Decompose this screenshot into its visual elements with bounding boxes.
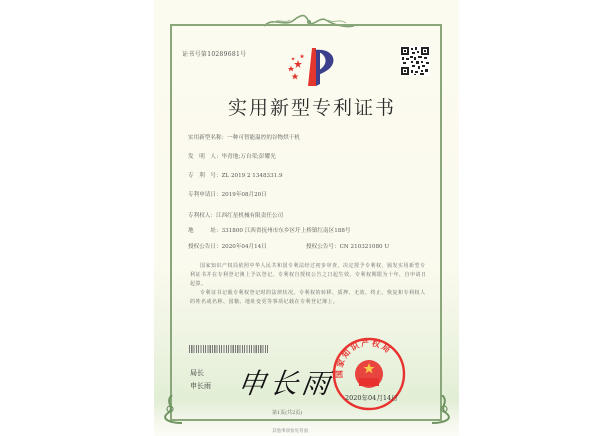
seal-date: 2020年04月14日 bbox=[345, 394, 398, 402]
field-patentee bbox=[188, 211, 283, 219]
signatory-name: 申长雨 bbox=[190, 382, 211, 390]
field-value: 毕青地;万自荣;彭耀光 bbox=[221, 154, 276, 160]
footer-note: 其他事项参见背面 bbox=[272, 429, 308, 434]
handwritten-signature: 申长雨 bbox=[235, 367, 337, 400]
qr-code-icon bbox=[400, 46, 430, 76]
field-label: 专利权人： bbox=[188, 213, 216, 219]
field-value: 2019年08月20日 bbox=[221, 192, 267, 198]
patent-office-logo-icon bbox=[282, 46, 338, 86]
certificate-number: 证书号第10289681号 bbox=[182, 51, 247, 58]
field-value: 一种可智能温控的谷物烘干机 bbox=[227, 135, 300, 141]
field-value: 江西红星机械有限责任公司 bbox=[215, 213, 284, 219]
field-patent-number bbox=[188, 171, 283, 179]
field-value: CN 210321080 U bbox=[339, 244, 390, 250]
field-label: 实用新型名称： bbox=[188, 135, 228, 141]
field-grant-date bbox=[188, 242, 267, 250]
notice-paragraph-2: 专利证书记载专利权登记时的法律状况。专利权的转移、质押、无效、终止、恢复和专利权人的姓名或名称、国籍、地址变更等事项记载在专利登记簿上。 bbox=[190, 290, 426, 305]
field-value: 331800 江西省抚州市东乡区圩上桥镇红南区188号 bbox=[221, 228, 351, 234]
field-label: 专利申请日： bbox=[188, 192, 222, 198]
field-value: 2020年04月14日 bbox=[221, 244, 267, 250]
field-value: ZL 2019 2 1348331.9 bbox=[221, 173, 283, 179]
field-label: 授权公告日： bbox=[188, 244, 222, 250]
field-address bbox=[188, 226, 350, 234]
field-label: 授权公告号： bbox=[306, 244, 340, 250]
notice-paragraph-1: 国家知识产权局依照中华人民共和国专利法经过初步审查，决定授予专利权，颁发实用新型专利证书并在专利登记簿上予以登记。专利权自授权公告之日起生效。专利权期限为十年，自申请日起算。 bbox=[190, 263, 427, 287]
corner-ornament-left-icon bbox=[162, 395, 184, 425]
corner-ornament-right-icon bbox=[430, 395, 452, 425]
page-indicator: 第1页(共2页) bbox=[272, 410, 303, 416]
svg-text:国家知识产权局: 国家知识产权局 bbox=[334, 338, 394, 379]
field-label: 专 利 号： bbox=[188, 173, 222, 179]
field-label: 地 址： bbox=[188, 228, 222, 234]
field-label: 发 明 人： bbox=[188, 154, 222, 160]
field-grant-number bbox=[306, 242, 389, 250]
signatory-role: 局长 bbox=[190, 369, 204, 377]
certificate-title: 实用新型专利证书 bbox=[228, 97, 397, 119]
field-application-date bbox=[188, 190, 267, 198]
field-utility-model-name bbox=[188, 133, 300, 141]
field-inventors bbox=[188, 152, 276, 160]
barcode bbox=[189, 345, 269, 353]
